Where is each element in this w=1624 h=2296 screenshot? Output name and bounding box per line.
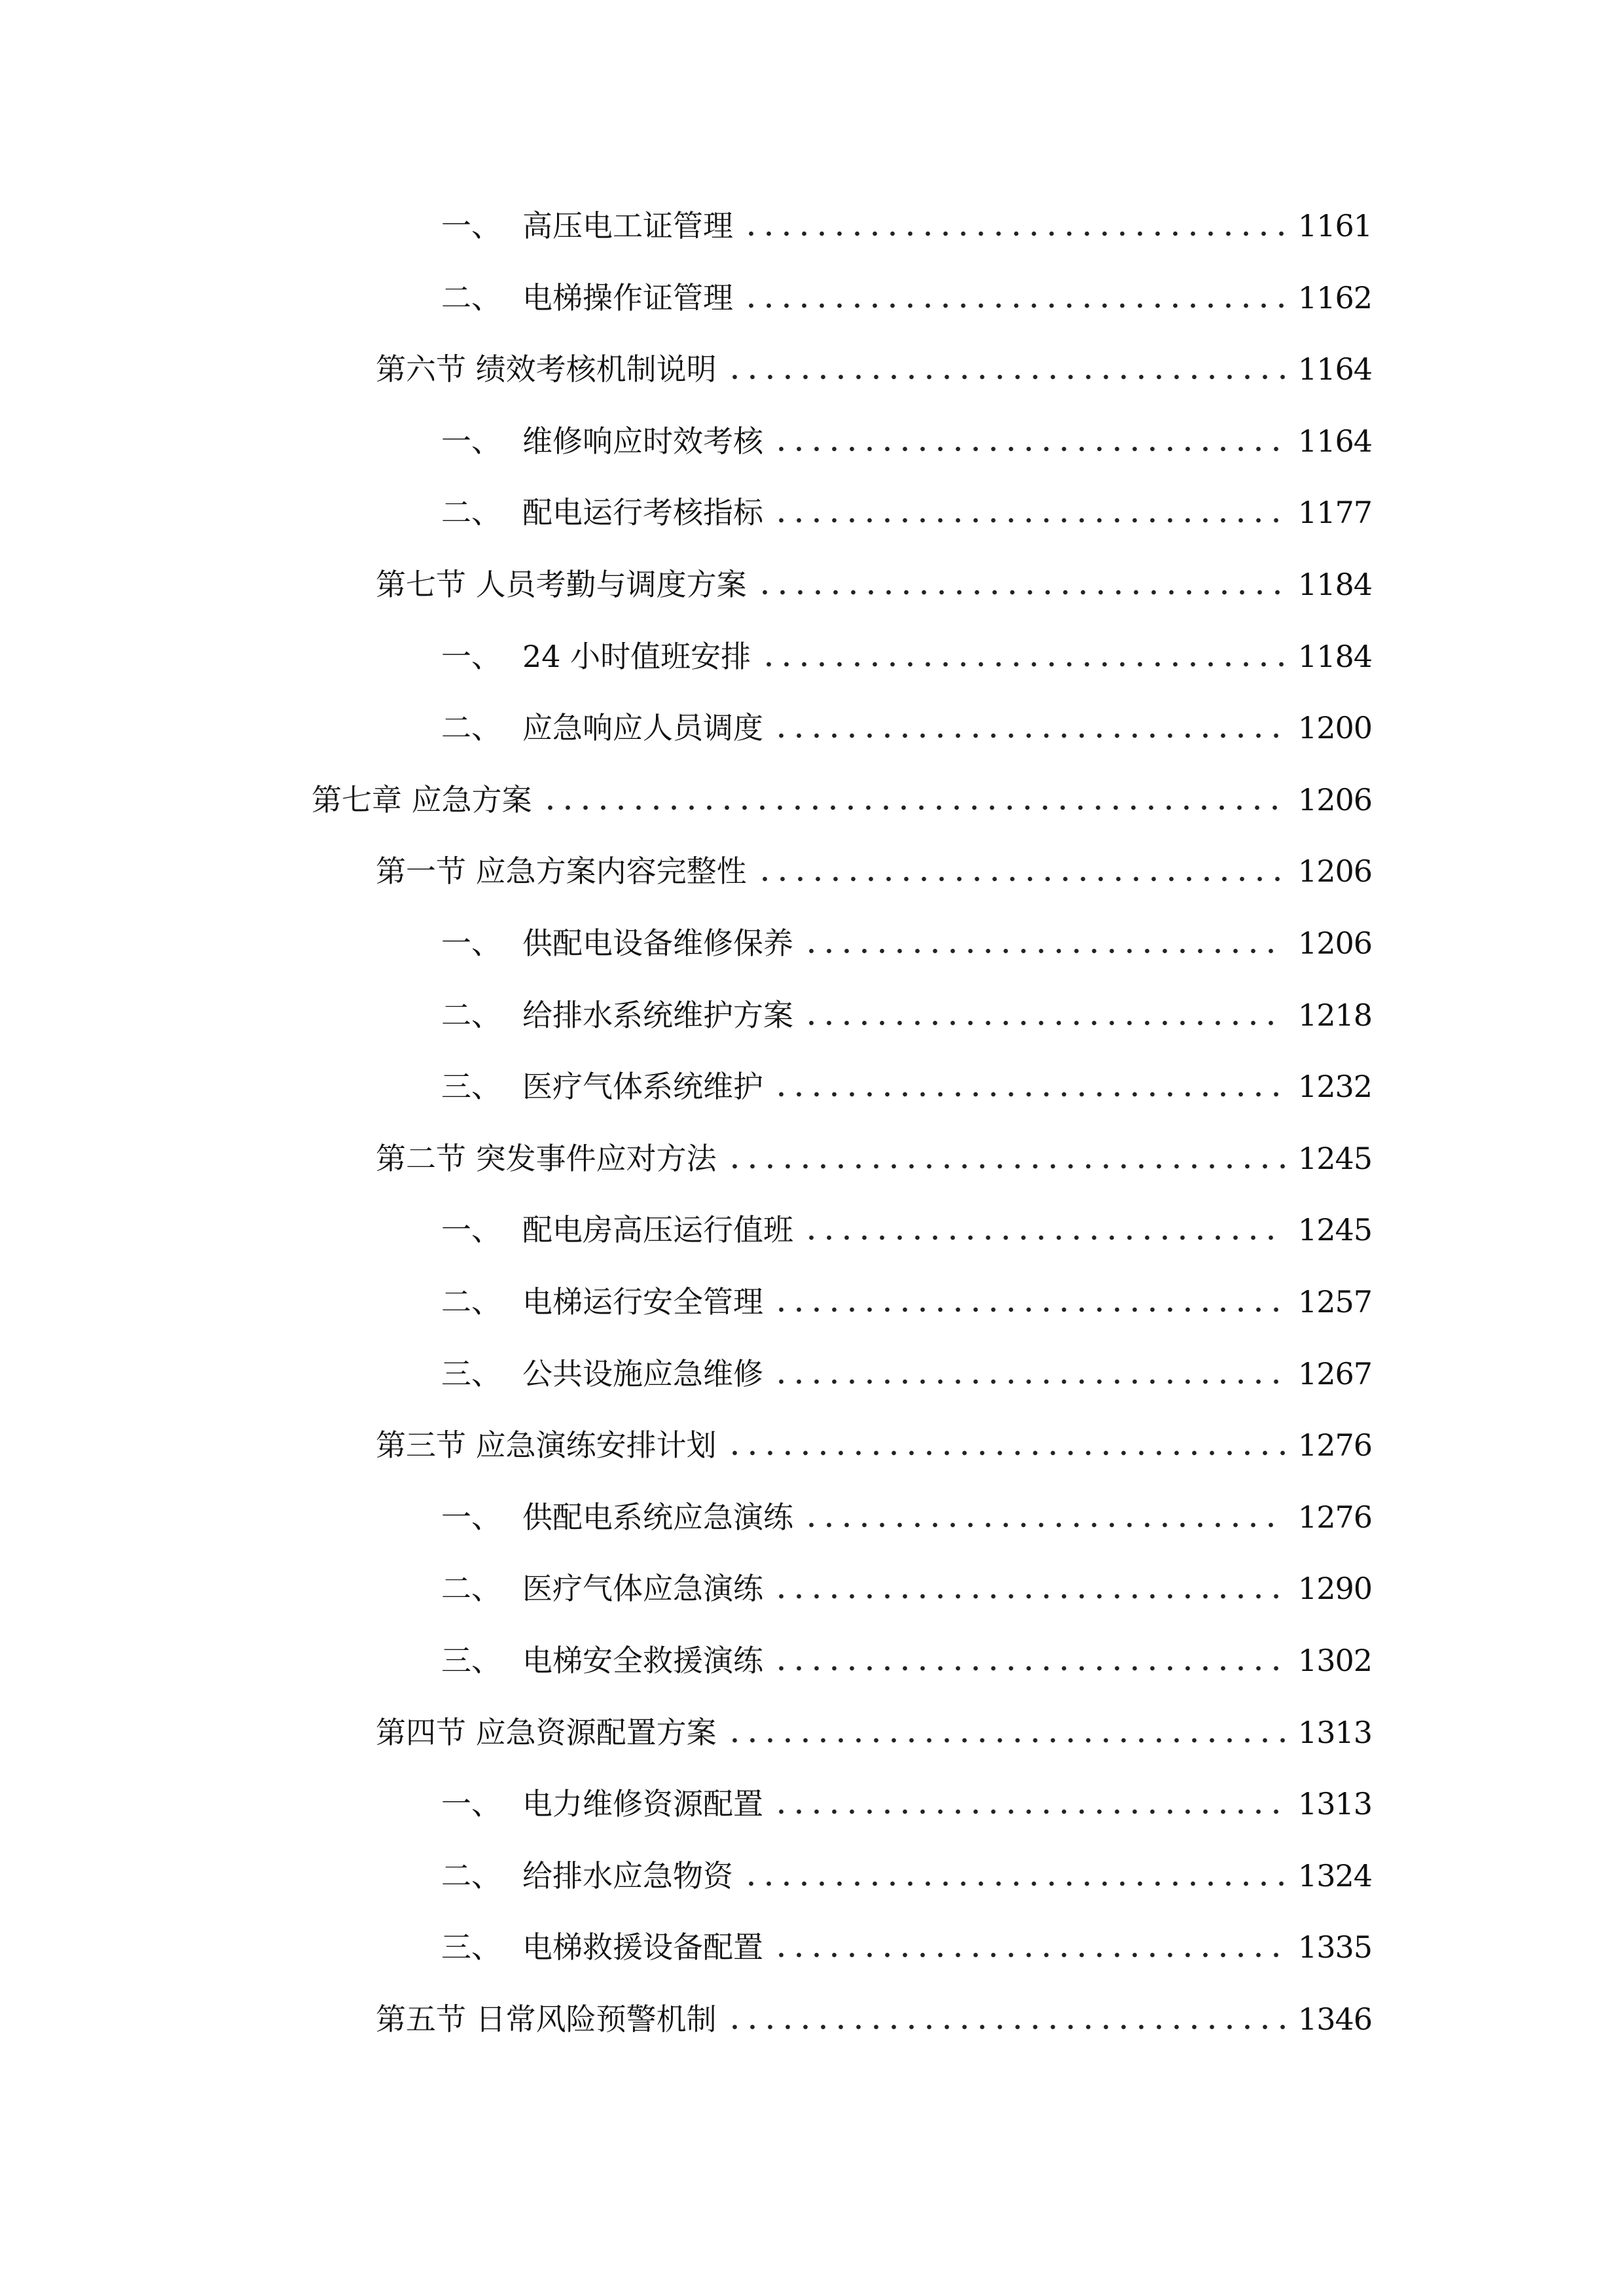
toc-entry-page-number: 1162: [1297, 280, 1372, 315]
toc-entry[interactable]: [441, 920, 1372, 966]
toc-entry[interactable]: [376, 562, 1372, 607]
toc-entry-number: 二、: [441, 997, 501, 1033]
toc-entry-number: 一、: [441, 423, 501, 459]
toc-entry-title: 第二节 突发事件应对方法: [376, 1141, 717, 1176]
toc-entry[interactable]: [441, 1853, 1372, 1899]
toc-dot-leader: [726, 1450, 1286, 1456]
toc-entry-title: 第七章 应急方案: [312, 782, 532, 817]
toc-dot-leader: [772, 1808, 1286, 1815]
toc-dot-leader: [772, 732, 1286, 739]
toc-entry[interactable]: [441, 1638, 1372, 1683]
toc-entry-title: 第五节 日常风险预警机制: [376, 2001, 717, 2037]
toc-dot-leader: [772, 517, 1286, 524]
toc-dot-leader: [742, 1880, 1286, 1887]
toc-entry[interactable]: [376, 1996, 1372, 2042]
toc-entry-number: 二、: [441, 1571, 501, 1606]
toc-entry-title: 电梯运行安全管理: [522, 1284, 763, 1319]
toc-entry-number: 二、: [441, 710, 501, 745]
toc-entry-page-number: 1232: [1297, 1069, 1372, 1104]
toc-dot-leader: [772, 446, 1286, 452]
toc-entry-title: 给排水应急物资: [522, 1858, 733, 1893]
toc-entry-page-number: 1324: [1297, 1858, 1372, 1893]
toc-entry-title: 医疗气体系统维护: [522, 1069, 763, 1104]
toc-entry-number: 一、: [441, 1212, 501, 1247]
toc-entry-page-number: 1276: [1297, 1427, 1372, 1463]
toc-entry-page-number: 1245: [1297, 1212, 1372, 1247]
toc-entry-title: 电梯救援设备配置: [522, 1929, 763, 1965]
toc-entry-title: 给排水系统维护方案: [522, 997, 793, 1033]
toc-dot-leader: [772, 1952, 1286, 1958]
toc-dot-leader: [756, 589, 1286, 596]
toc-entry-number: 一、: [441, 208, 501, 243]
toc-dot-leader: [760, 661, 1286, 668]
toc-entry-number: 一、: [441, 639, 501, 674]
toc-entry[interactable]: [441, 992, 1372, 1038]
toc-entry[interactable]: [441, 1781, 1372, 1827]
toc-entry-title: 供配电系统应急演练: [522, 1499, 793, 1535]
toc-entry-title: 高压电工证管理: [522, 208, 733, 243]
toc-dot-leader: [772, 1091, 1286, 1098]
toc-entry-number: 二、: [441, 495, 501, 530]
toc-entry-page-number: 1206: [1297, 925, 1372, 961]
toc-entry-title: 电梯安全救援演练: [522, 1643, 763, 1678]
toc-entry[interactable]: [441, 1064, 1372, 1109]
toc-entry-number: 三、: [441, 1069, 501, 1104]
toc-entry-page-number: 1206: [1297, 853, 1372, 889]
toc-dot-leader: [803, 948, 1286, 954]
toc-entry-page-number: 1164: [1297, 351, 1372, 387]
toc-entry-number: 一、: [441, 1786, 501, 1821]
toc-entry-page-number: 1184: [1297, 567, 1372, 602]
toc-entry[interactable]: [441, 1207, 1372, 1253]
toc-entry-number: 一、: [441, 1499, 501, 1535]
toc-entry-page-number: 1245: [1297, 1141, 1372, 1176]
toc-entry[interactable]: [441, 705, 1372, 751]
toc-entry-page-number: 1276: [1297, 1499, 1372, 1535]
toc-entry[interactable]: [441, 1494, 1372, 1540]
toc-entry-page-number: 1313: [1297, 1786, 1372, 1821]
toc-entry-page-number: 1177: [1297, 495, 1372, 530]
toc-entry-number: 三、: [441, 1356, 501, 1391]
toc-entry-title: 公共设施应急维修: [522, 1356, 763, 1391]
toc-entry[interactable]: [441, 418, 1372, 464]
toc-entry[interactable]: [376, 1710, 1372, 1755]
toc-dot-leader: [726, 1163, 1286, 1170]
toc-entry[interactable]: [441, 634, 1372, 679]
toc-entry-page-number: 1218: [1297, 997, 1372, 1033]
toc-entry-title: 配电房高压运行值班: [522, 1212, 793, 1247]
toc-entry[interactable]: [441, 490, 1372, 535]
toc-dot-leader: [742, 230, 1286, 237]
toc-entry-title: 第三节 应急演练安排计划: [376, 1427, 717, 1463]
toc-dot-leader: [756, 876, 1286, 882]
toc-dot-leader: [726, 1737, 1286, 1744]
toc-entry-page-number: 1346: [1297, 2001, 1372, 2037]
toc-entry-title: 第一节 应急方案内容完整性: [376, 853, 747, 889]
toc-entry-page-number: 1200: [1297, 710, 1372, 745]
toc-entry-title: 应急响应人员调度: [522, 710, 763, 745]
toc-dot-leader: [772, 1665, 1286, 1672]
toc-entry[interactable]: [376, 346, 1372, 392]
toc-entry[interactable]: [376, 848, 1372, 894]
toc-dot-leader: [772, 1593, 1286, 1600]
toc-entry-title: 24 小时值班安排: [522, 639, 751, 674]
toc-entry[interactable]: [441, 1924, 1372, 1970]
toc-entry[interactable]: [441, 1279, 1372, 1325]
toc-entry-number: 二、: [441, 280, 501, 315]
toc-entry[interactable]: [376, 1136, 1372, 1181]
toc-entry-page-number: 1313: [1297, 1715, 1372, 1750]
toc-entry-title: 供配电设备维修保养: [522, 925, 793, 961]
toc-entry-title: 维修响应时效考核: [522, 423, 763, 459]
toc-entry-page-number: 1206: [1297, 782, 1372, 817]
toc-dot-leader: [772, 1378, 1286, 1385]
toc-entry-number: 二、: [441, 1284, 501, 1319]
toc-entry-title: 医疗气体应急演练: [522, 1571, 763, 1606]
toc-entry-page-number: 1267: [1297, 1356, 1372, 1391]
toc-entry-number: 一、: [441, 925, 501, 961]
toc-entry-page-number: 1302: [1297, 1643, 1372, 1678]
toc-entry[interactable]: [376, 1422, 1372, 1468]
toc-entry-page-number: 1184: [1297, 639, 1372, 674]
toc-dot-leader: [726, 2024, 1286, 2030]
toc-entry-title: 第四节 应急资源配置方案: [376, 1715, 717, 1750]
toc-entry-title: 第六节 绩效考核机制说明: [376, 351, 717, 387]
toc-entry-page-number: 1335: [1297, 1929, 1372, 1965]
toc-entry-title: 配电运行考核指标: [522, 495, 763, 530]
toc-dot-leader: [803, 1020, 1286, 1026]
toc-entry-number: 三、: [441, 1643, 501, 1678]
toc-dot-leader: [772, 1306, 1286, 1313]
toc-entry[interactable]: [441, 1566, 1372, 1611]
toc-dot-leader: [541, 804, 1286, 811]
toc-entry-page-number: 1257: [1297, 1284, 1372, 1319]
toc-dot-leader: [726, 374, 1286, 380]
toc-entry-page-number: 1164: [1297, 423, 1372, 459]
toc-dot-leader: [742, 302, 1286, 309]
toc-dot-leader: [803, 1234, 1286, 1241]
toc-entry-page-number: 1290: [1297, 1571, 1372, 1606]
toc-dot-leader: [803, 1522, 1286, 1528]
toc-entry[interactable]: [441, 275, 1372, 321]
toc-entry[interactable]: [312, 777, 1372, 823]
toc-entry-title: 电力维修资源配置: [522, 1786, 763, 1821]
toc-entry-number: 三、: [441, 1929, 501, 1965]
toc-entry-page-number: 1161: [1297, 208, 1372, 243]
toc-entry-title: 电梯操作证管理: [522, 280, 733, 315]
toc-entry-title: 第七节 人员考勤与调度方案: [376, 567, 747, 602]
toc-entry[interactable]: [441, 1351, 1372, 1397]
toc-entry[interactable]: [441, 203, 1372, 249]
toc-entry-number: 二、: [441, 1858, 501, 1893]
